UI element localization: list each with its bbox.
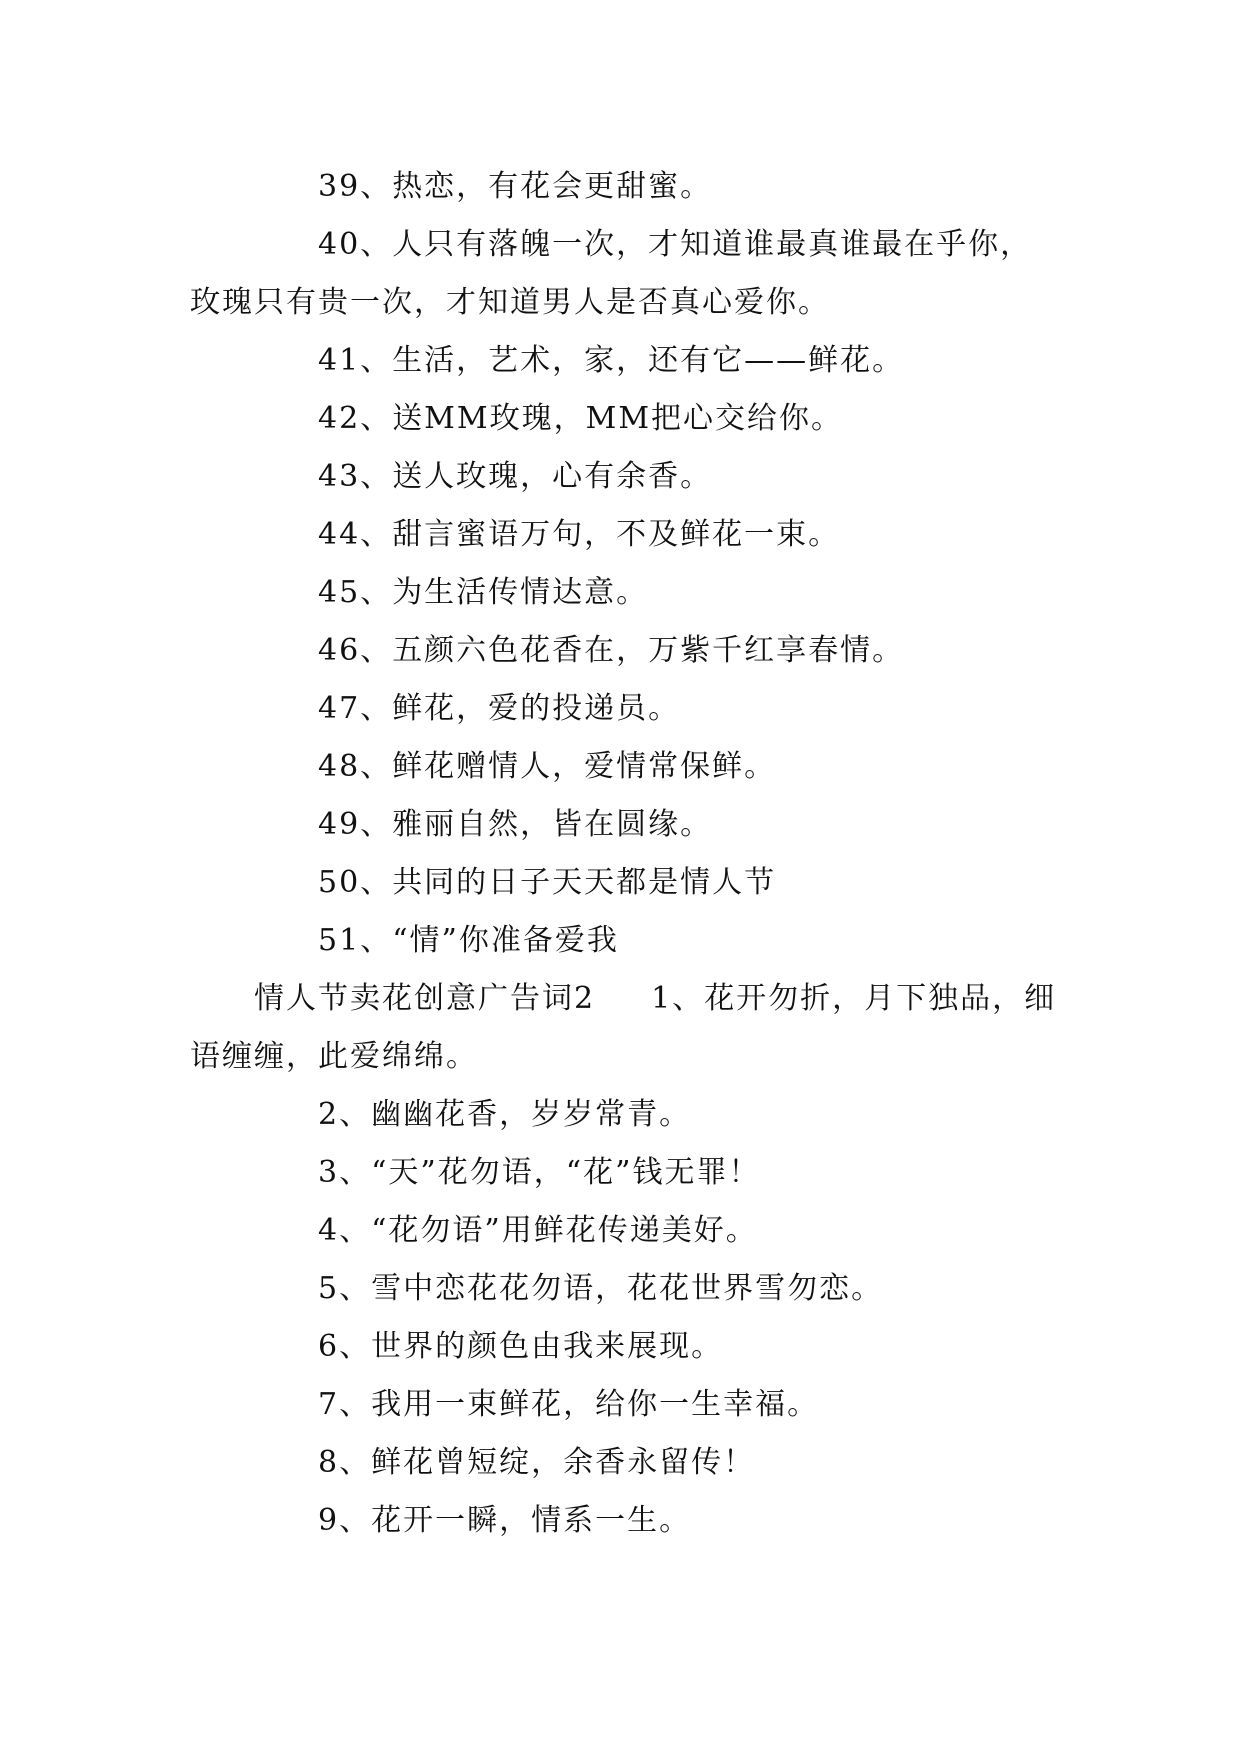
list-item — [190, 332, 1060, 390]
document-body — [190, 158, 1060, 1550]
item-text: 雅丽自然，皆在圆缘。 — [392, 807, 713, 842]
item-number: 42、 — [318, 401, 393, 436]
item-text: 送MM玫瑰，MM把心交给你。 — [392, 401, 844, 436]
item-text: 鲜花赠情人，爱情常保鲜。 — [392, 749, 777, 784]
item-text: 热恋，有花会更甜蜜。 — [392, 169, 713, 204]
item-number: 40、 — [318, 227, 393, 262]
item-text: 人只有落魄一次，才知道谁最真谁最在乎你，玫瑰只有贵一次，才知道男人是否真心爱你。 — [190, 227, 1033, 320]
list-item — [190, 1144, 1060, 1202]
list-item — [190, 1202, 1060, 1260]
item-number: 3、 — [318, 1155, 372, 1190]
item-text: 世界的颜色由我来展现。 — [371, 1329, 724, 1364]
item-number: 46、 — [318, 633, 393, 668]
list-item — [190, 1492, 1060, 1550]
list-item — [190, 216, 1060, 332]
item-text: 花开勿折，月下独品，细语缠缠，此爱绵绵。 — [190, 981, 1057, 1074]
list-item — [190, 796, 1060, 854]
item-text: 花开一瞬，情系一生。 — [371, 1503, 692, 1538]
item-number: 7、 — [318, 1387, 372, 1422]
list-item — [190, 738, 1060, 796]
list-item — [190, 1260, 1060, 1318]
item-number: 6、 — [318, 1329, 372, 1364]
list-item — [190, 622, 1060, 680]
item-text: 鲜花曾短绽，余香永留传！ — [371, 1445, 756, 1480]
list-item — [190, 448, 1060, 506]
item-text: 送人玫瑰，心有余香。 — [392, 459, 713, 494]
list-item — [190, 1318, 1060, 1376]
list-item — [190, 854, 1060, 912]
section-paragraph — [190, 970, 1060, 1086]
item-number: 9、 — [318, 1503, 372, 1538]
item-number: 1、 — [651, 981, 705, 1016]
item-number: 4、 — [318, 1213, 372, 1248]
item-number: 8、 — [318, 1445, 372, 1480]
item-text: 雪中恋花花勿语，花花世界雪勿恋。 — [371, 1271, 884, 1306]
item-text: 我用一束鲜花，给你一生幸福。 — [371, 1387, 820, 1422]
item-text: 甜言蜜语万句，不及鲜花一束。 — [392, 517, 841, 552]
list-item — [190, 680, 1060, 738]
section-heading: 情人节卖花创意广告词2 — [254, 981, 596, 1016]
item-number: 43、 — [318, 459, 393, 494]
item-text: 生活，艺术，家，还有它——鲜花。 — [392, 343, 905, 378]
list-item — [190, 506, 1060, 564]
list-item — [190, 1086, 1060, 1144]
list-item — [190, 1434, 1060, 1492]
item-number: 50、 — [318, 865, 393, 900]
list-item — [190, 158, 1060, 216]
item-text: “情”你准备爱我 — [392, 923, 619, 958]
list-item — [190, 912, 1060, 970]
item-text: “花勿语”用鲜花传递美好。 — [371, 1213, 758, 1248]
item-number: 44、 — [318, 517, 393, 552]
list-item — [190, 1376, 1060, 1434]
item-number: 41、 — [318, 343, 393, 378]
item-number: 39、 — [318, 169, 393, 204]
item-number: 2、 — [318, 1097, 372, 1132]
item-number: 5、 — [318, 1271, 372, 1306]
item-text: 鲜花，爱的投递员。 — [392, 691, 681, 726]
item-number: 51、 — [318, 923, 393, 958]
item-text: 五颜六色花香在，万紫千红享春情。 — [392, 633, 905, 668]
item-number: 45、 — [318, 575, 393, 610]
item-text: 幽幽花香，岁岁常青。 — [371, 1097, 692, 1132]
item-number: 49、 — [318, 807, 393, 842]
item-text: 共同的日子天天都是情人节 — [392, 865, 777, 900]
item-text: “天”花勿语，“花”钱无罪！ — [371, 1155, 761, 1190]
item-number: 48、 — [318, 749, 393, 784]
item-text: 为生活传情达意。 — [392, 575, 649, 610]
list-item — [190, 564, 1060, 622]
item-number: 47、 — [318, 691, 393, 726]
list-item — [190, 390, 1060, 448]
